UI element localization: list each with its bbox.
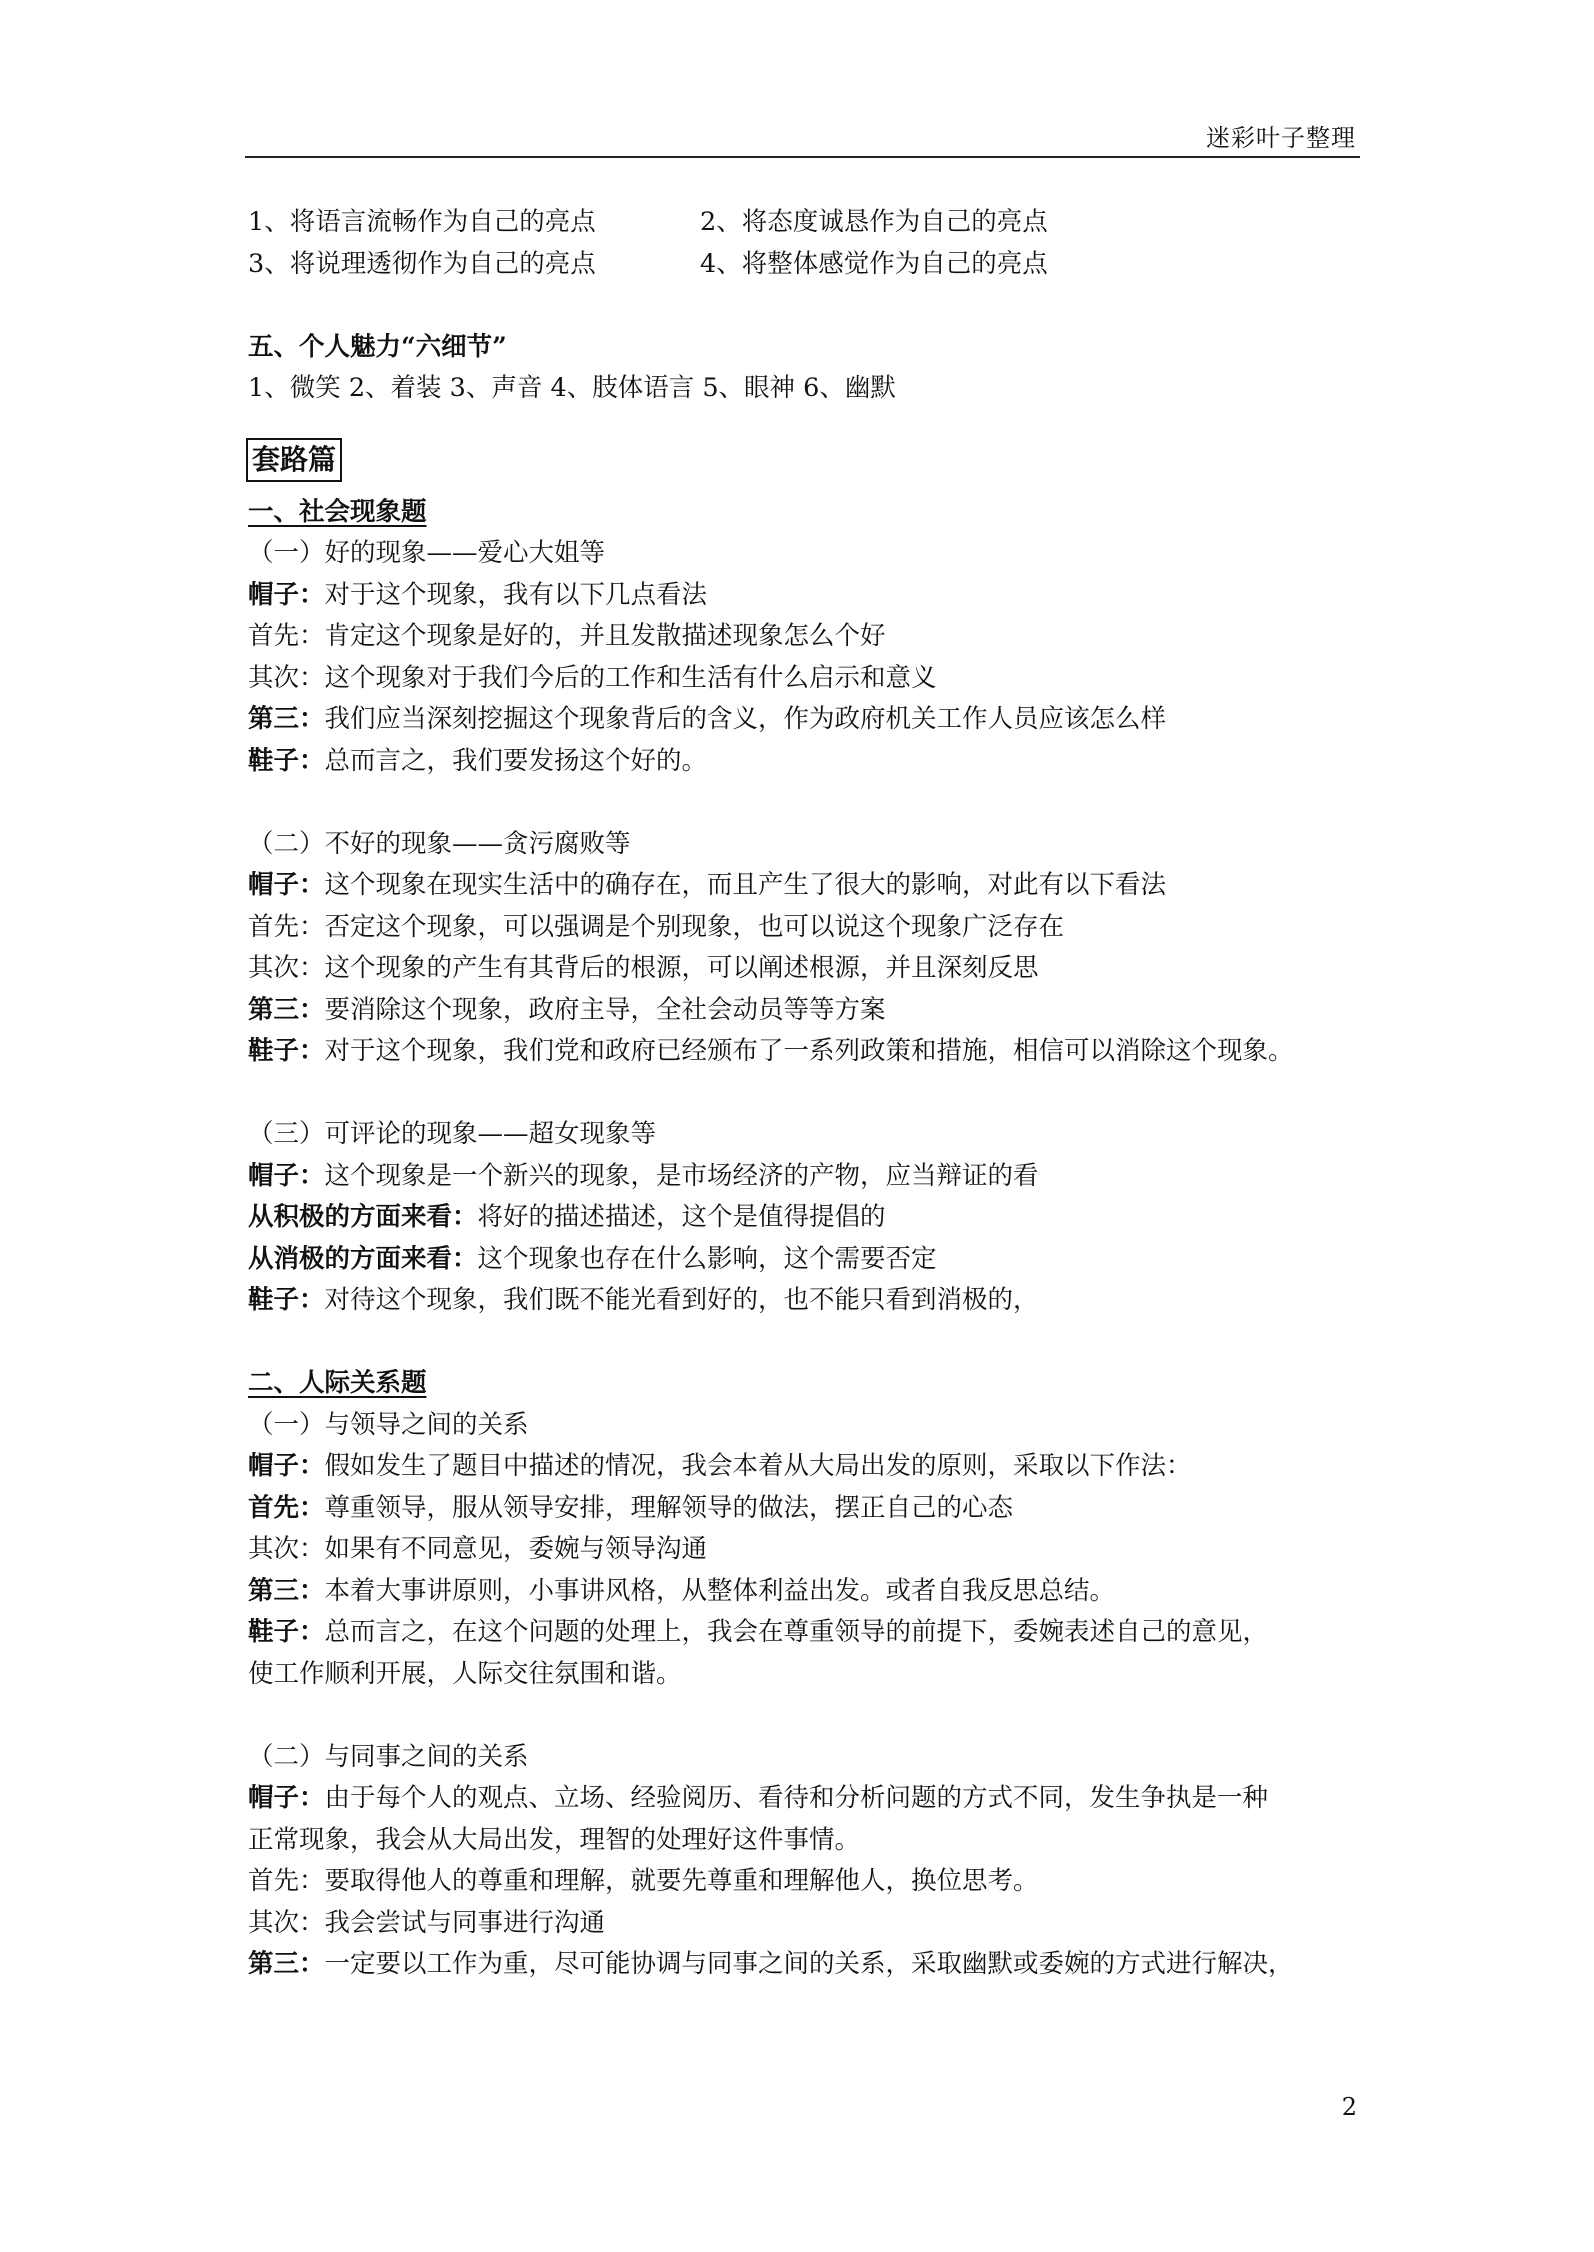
line-label: 从消极的方面来看： <box>248 1243 478 1274</box>
text-line <box>248 658 1363 700</box>
line-text: 对于这个现象，我们党和政府已经颁布了一系列政策和措施，相信可以消除这个现象。 <box>324 1036 1294 1066</box>
highlight-item: 3、将说理透彻作为自己的亮点 <box>248 248 596 279</box>
line-text: 这个现象对于我们今后的工作和生活有什么启示和意义 <box>324 662 937 693</box>
line-label: 鞋子： <box>248 1617 325 1647</box>
section-heading: 一、社会现象题 <box>248 496 427 527</box>
section1-sub2-lines <box>248 865 1363 1073</box>
line-label: 第三： <box>248 1575 325 1606</box>
line-text: 将好的描述描述，这个是值得提倡的 <box>477 1202 886 1232</box>
line-label: 其次： <box>248 1534 325 1564</box>
text-line <box>248 948 1363 990</box>
line-label: 第三： <box>248 1949 325 1979</box>
subsection-heading: （二）与同事之间的关系 <box>248 1741 529 1772</box>
line-text: 尊重领导，服从领导安排，理解领导的做法，摆正自己的心态 <box>324 1492 1014 1523</box>
line-label: 帽子： <box>248 1160 325 1191</box>
line-text: 这个现象是一个新兴的现象，是市场经济的产物，应当辩证的看 <box>324 1160 1039 1191</box>
text-line <box>248 741 1363 783</box>
line-label: 其次： <box>248 953 325 983</box>
line-label: 鞋子： <box>248 1285 325 1315</box>
line-text: 这个现象也存在什么影响，这个需要否定 <box>477 1243 937 1274</box>
text-line <box>248 1156 1363 1198</box>
highlight-item: 1、将语言流畅作为自己的亮点 <box>248 207 596 237</box>
line-text: 总而言之，我们要发扬这个好的。 <box>324 745 708 776</box>
line-text: 假如发生了题目中描述的情况，我会本着从大局出发的原则，采取以下作法： <box>324 1451 1192 1481</box>
highlight-item: 2、将态度诚恳作为自己的亮点 <box>700 207 1048 237</box>
text-line <box>248 1944 1363 1986</box>
text-line <box>248 907 1363 949</box>
line-text: 对待这个现象，我们既不能光看到好的，也不能只看到消极的， <box>324 1285 1039 1315</box>
text-line <box>248 990 1363 1032</box>
subsection-heading: （一）好的现象——爱心大姐等 <box>248 538 606 568</box>
line-label: 其次： <box>248 1907 325 1938</box>
text-line <box>248 616 1363 658</box>
text-line <box>248 865 1363 907</box>
text-line <box>248 1529 1363 1571</box>
line-text: 这个现象的产生有其背后的根源，可以阐述根源，并且深刻反思 <box>324 953 1039 983</box>
line-label: 首先： <box>248 1492 325 1523</box>
line-label: 首先： <box>248 621 325 651</box>
line-label: 帽子： <box>248 870 325 900</box>
charm-heading: 五、个人魅力“六细节” <box>248 331 507 362</box>
section1-sub3-lines <box>248 1156 1363 1322</box>
line-label: 第三： <box>248 704 325 734</box>
routine-heading: 套路篇 <box>246 438 342 482</box>
running-header: 迷彩叶子整理 <box>1206 124 1356 152</box>
continuation-line: 正常现象，我会从大局出发，理智的处理好这件事情。 <box>248 1824 861 1855</box>
highlights-row-2 <box>248 244 1363 286</box>
text-line <box>248 1571 1363 1613</box>
line-label: 其次： <box>248 662 325 693</box>
section1-sub1-lines <box>248 575 1363 783</box>
subsection-heading: （一）与领导之间的关系 <box>248 1409 529 1440</box>
highlights-row-1 <box>248 202 1363 244</box>
text-line <box>248 1239 1363 1281</box>
line-text: 总而言之，在这个问题的处理上，我会在尊重领导的前提下，委婉表述自己的意见， <box>324 1617 1269 1647</box>
continuation-line: 使工作顺利开展，人际交往氛围和谐。 <box>248 1658 682 1689</box>
line-text: 要消除这个现象，政府主导，全社会动员等等方案 <box>324 994 886 1025</box>
line-label: 从积极的方面来看： <box>248 1202 478 1232</box>
text-line <box>248 1280 1363 1322</box>
text-line <box>248 1903 1363 1945</box>
line-label: 帽子： <box>248 579 325 610</box>
subsection-heading: （三）可评论的现象——超女现象等 <box>248 1119 657 1149</box>
line-label: 鞋子： <box>248 1036 325 1066</box>
page-number: 2 <box>1341 2093 1357 2121</box>
line-text: 由于每个人的观点、立场、经验阅历、看待和分析问题的方式不同，发生争执是一种 <box>324 1783 1269 1813</box>
text-line <box>248 1197 1363 1239</box>
header-rule <box>245 156 1360 158</box>
line-text: 我们应当深刻挖掘这个现象背后的含义，作为政府机关工作人员应该怎么样 <box>324 704 1167 734</box>
line-label: 鞋子： <box>248 745 325 776</box>
charm-items: 1、微笑 2、着装 3、声音 4、肢体语言 5、眼神 6、幽默 <box>248 373 896 403</box>
text-line <box>248 1778 1363 1820</box>
line-text: 这个现象在现实生活中的确存在，而且产生了很大的影响，对此有以下看法 <box>324 870 1167 900</box>
section2-sub2-lines <box>248 1861 1363 1986</box>
line-label: 帽子： <box>248 1783 325 1813</box>
line-text: 否定这个现象，可以强调是个别现象，也可以说这个现象广泛存在 <box>324 911 1065 942</box>
highlight-item: 4、将整体感觉作为自己的亮点 <box>700 248 1048 279</box>
text-line <box>248 575 1363 617</box>
text-line <box>248 1612 1363 1654</box>
text-line <box>248 1446 1363 1488</box>
line-label: 帽子： <box>248 1451 325 1481</box>
section-heading: 二、人际关系题 <box>248 1368 427 1398</box>
line-text: 我会尝试与同事进行沟通 <box>324 1907 606 1938</box>
line-text: 对于这个现象，我有以下几点看法 <box>324 579 708 610</box>
document-body <box>248 202 1363 1986</box>
line-text: 一定要以工作为重，尽可能协调与同事之间的关系，采取幽默或委婉的方式进行解决， <box>324 1949 1294 1979</box>
line-text: 本着大事讲原则，小事讲风格，从整体利益出发。或者自我反思总结。 <box>324 1575 1116 1606</box>
text-line <box>248 699 1363 741</box>
text-line <box>248 1488 1363 1530</box>
line-label: 首先： <box>248 1866 325 1896</box>
line-text: 如果有不同意见，委婉与领导沟通 <box>324 1534 708 1564</box>
line-label: 第三： <box>248 994 325 1025</box>
text-line <box>248 1861 1363 1903</box>
line-label: 首先： <box>248 911 325 942</box>
line-text: 要取得他人的尊重和理解，就要先尊重和理解他人，换位思考。 <box>324 1866 1039 1896</box>
text-line <box>248 1031 1363 1073</box>
subsection-heading: （二）不好的现象——贪污腐败等 <box>248 828 631 859</box>
line-text: 肯定这个现象是好的，并且发散描述现象怎么个好 <box>324 621 886 651</box>
section2-sub1-lines <box>248 1446 1363 1654</box>
